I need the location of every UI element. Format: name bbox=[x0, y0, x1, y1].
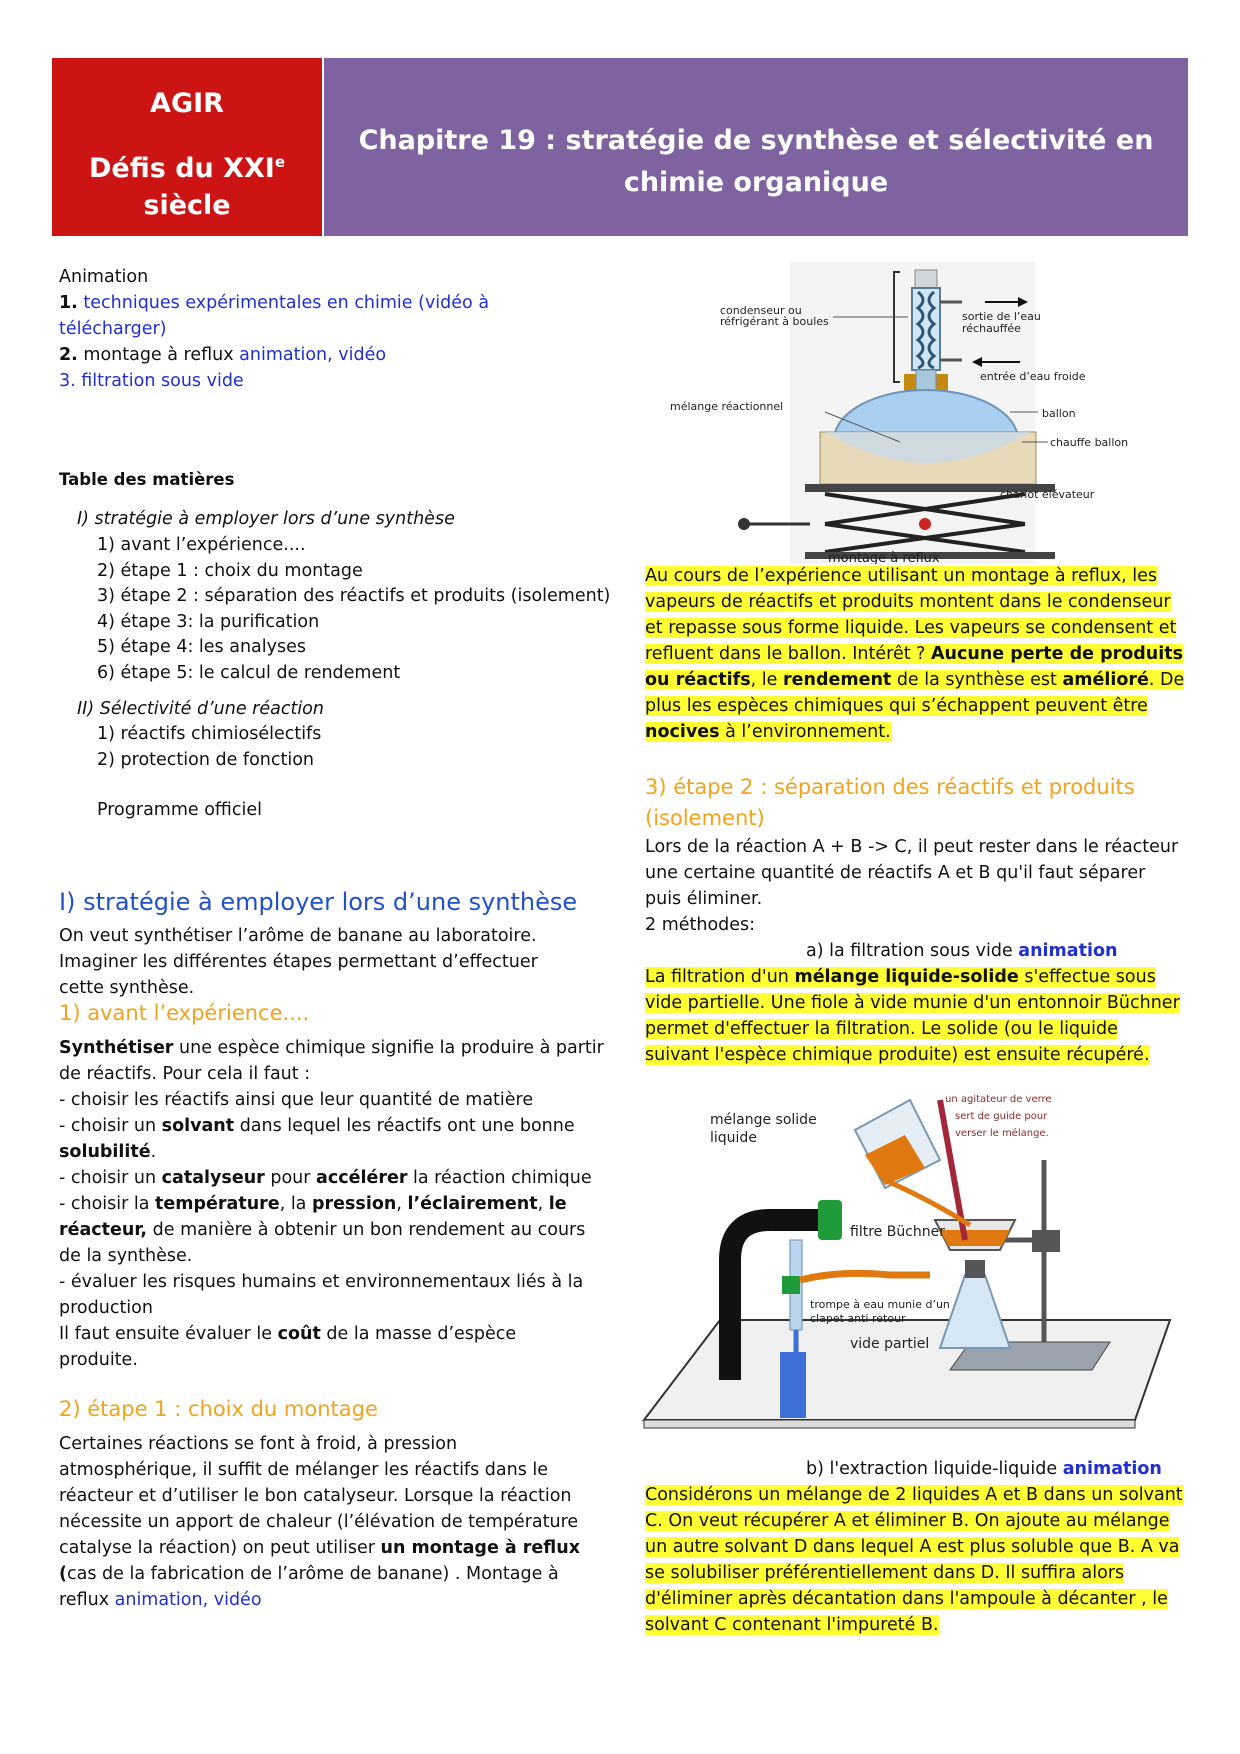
text: b) l'extraction liquide-liquide bbox=[806, 1459, 1063, 1479]
body-line bbox=[59, 1535, 629, 1561]
text: - choisir un bbox=[59, 1168, 162, 1188]
body-line bbox=[59, 1139, 629, 1165]
toc-official-program[interactable]: Programme officiel bbox=[97, 800, 262, 820]
animation-link-techniques-cont[interactable]: télécharger) bbox=[59, 319, 167, 339]
body-line bbox=[59, 1113, 629, 1139]
text: , bbox=[537, 1194, 549, 1214]
body-line bbox=[645, 563, 1185, 589]
stand-clamp bbox=[1032, 1230, 1060, 1252]
highlighted-text: vide partielle. Une fiole à vide munie d'un entonnoir Büchner bbox=[645, 993, 1180, 1013]
toc-part2[interactable]: II) Sélectivité d’une réaction bbox=[77, 699, 324, 719]
bold-term: réacteur, bbox=[59, 1220, 148, 1240]
subsection3-body bbox=[645, 834, 1190, 938]
body-line bbox=[645, 1016, 1190, 1042]
toc-item[interactable]: 6) étape 5: le calcul de rendement bbox=[97, 662, 401, 683]
highlighted-text: La filtration d'un bbox=[645, 967, 795, 987]
highlighted-text: , le bbox=[750, 670, 783, 690]
highlighted-text: . De bbox=[1148, 670, 1185, 690]
highlighted-bold: Aucune perte de produits bbox=[930, 644, 1184, 664]
label-filtre: filtre Büchner bbox=[850, 1224, 945, 1240]
text: . bbox=[150, 1142, 157, 1162]
text: la réaction chimique bbox=[407, 1168, 592, 1188]
method-b-title bbox=[806, 1456, 1162, 1482]
section1-title: I) stratégie à employer lors d’une synthèse bbox=[59, 888, 578, 916]
bold-term: un montage à reflux bbox=[380, 1538, 581, 1558]
bold-term: l’éclairement bbox=[407, 1194, 538, 1214]
subsection2-body bbox=[59, 1431, 629, 1613]
highlighted-bold: rendement bbox=[782, 670, 892, 690]
text: , bbox=[396, 1194, 408, 1214]
text: de manière à obtenir un bon rendement au cours bbox=[147, 1220, 586, 1240]
subsection3-title-line2: (isolement) bbox=[645, 806, 765, 830]
animation-item-1-num: 1. bbox=[59, 293, 78, 313]
highlighted-bold: amélioré bbox=[1062, 670, 1149, 690]
text: reflux bbox=[59, 1590, 115, 1610]
toc-item[interactable]: 4) étape 3: la purification bbox=[97, 611, 320, 632]
toc-item[interactable]: 3) étape 2 : séparation des réactifs et produits (isolement) bbox=[97, 586, 611, 606]
reflux-explanation bbox=[645, 563, 1185, 745]
highlighted-text: de la synthèse est bbox=[891, 670, 1063, 690]
method-b-body bbox=[645, 1482, 1190, 1638]
text: - choisir la bbox=[59, 1194, 156, 1214]
label-condenseur-2: réfrigérant à boules bbox=[720, 315, 829, 328]
body-line: réacteur et d’utiliser le bon catalyseur. Lorsque la réaction bbox=[59, 1486, 572, 1506]
body-line bbox=[645, 589, 1185, 615]
bold-term: Synthétiser bbox=[59, 1038, 174, 1058]
highlighted-text: un autre solvant D dans lequel A est plus soluble que B. A va bbox=[645, 1537, 1180, 1557]
body-line bbox=[645, 1508, 1190, 1534]
condenser-body bbox=[912, 288, 940, 370]
method-a-body bbox=[645, 964, 1190, 1068]
highlighted-text: vapeurs de réactifs et produits montent dans le condenseur bbox=[645, 592, 1171, 612]
body-line bbox=[645, 641, 1185, 667]
body-line bbox=[645, 615, 1185, 641]
header-left-box bbox=[52, 58, 322, 236]
body-line: Certaines réactions se font à froid, à pression bbox=[59, 1434, 458, 1454]
header-defis bbox=[52, 153, 322, 184]
text: , la bbox=[279, 1194, 312, 1214]
toc-title: Table des matières bbox=[59, 470, 235, 489]
body-line: - choisir les réactifs ainsi que leur quantité de matière bbox=[59, 1090, 534, 1110]
body-line bbox=[59, 1035, 629, 1061]
toc-part1[interactable]: I) stratégie à employer lors d’une synthèse bbox=[77, 509, 455, 529]
filtration-animation-link[interactable]: animation bbox=[1018, 941, 1118, 961]
section1-intro-line: On veut synthétiser l’arôme de banane au laboratoire. bbox=[59, 926, 537, 946]
label-chariot: chariot élévateur bbox=[1000, 488, 1095, 501]
reflux-caption: montage à reflux bbox=[828, 551, 940, 564]
text: a) la filtration sous vide bbox=[806, 941, 1019, 961]
page-title-line2: chimie organique bbox=[623, 167, 889, 198]
highlighted-text: se solubiliser préférentiellement dans D. Il suffira alors bbox=[645, 1563, 1125, 1583]
flask-stopper bbox=[965, 1260, 985, 1278]
label-ballon: ballon bbox=[1042, 407, 1076, 420]
toc-item[interactable]: 5) étape 4: les analyses bbox=[97, 637, 306, 657]
body-line bbox=[645, 1042, 1190, 1068]
highlighted-bold: nocives bbox=[645, 722, 720, 742]
jack-handle-end bbox=[738, 518, 750, 530]
highlighted-text: solvant C contenant l'impureté B. bbox=[645, 1615, 939, 1635]
body-line bbox=[645, 964, 1190, 990]
label-chauffe: chauffe ballon bbox=[1050, 436, 1129, 449]
bench-edge bbox=[644, 1420, 1135, 1428]
label-agitateur-1: un agitateur de verre bbox=[945, 1094, 1052, 1105]
text: - choisir un bbox=[59, 1116, 162, 1136]
body-line bbox=[645, 1482, 1190, 1508]
subsection2-title: 2) étape 1 : choix du montage bbox=[59, 1397, 378, 1421]
section1-intro bbox=[59, 923, 619, 1001]
body-line bbox=[59, 1217, 629, 1243]
subsection3-title bbox=[645, 772, 1185, 834]
body-line bbox=[59, 1191, 629, 1217]
label-melange: mélange réactionnel bbox=[670, 400, 784, 413]
animation-heading: Animation bbox=[59, 267, 149, 287]
vacuum-tubing bbox=[800, 1273, 930, 1280]
body-line: 2 méthodes: bbox=[645, 915, 756, 935]
label-condenseur-1: condenseur ou bbox=[720, 304, 802, 317]
bold-term: solubilité bbox=[59, 1142, 151, 1162]
highlighted-bold: ou réactifs bbox=[645, 670, 751, 690]
body-line: produite. bbox=[59, 1350, 138, 1370]
animation-link-techniques[interactable]: techniques expérimentales en chimie (vidéo à bbox=[83, 293, 490, 313]
label-trompe-1: trompe à eau munie d’un bbox=[810, 1298, 950, 1311]
page-title bbox=[354, 120, 1158, 204]
label-vide: vide partiel bbox=[850, 1336, 930, 1352]
toc-item[interactable]: 2) protection de fonction bbox=[97, 749, 315, 770]
highlighted-text: à l’environnement. bbox=[719, 722, 891, 742]
highlighted-text: plus les espèces chimiques qui s’échappent peuvent être bbox=[645, 696, 1148, 716]
label-melange-2: liquide bbox=[710, 1130, 757, 1146]
body-line: de réactifs. Pour cela il faut : bbox=[59, 1064, 311, 1084]
highlighted-text: d'éliminer après décantation dans l'ampoule à décanter , le bbox=[645, 1589, 1168, 1609]
animation-list bbox=[59, 264, 619, 394]
toc-part2-list bbox=[97, 722, 321, 773]
body-line bbox=[645, 1534, 1190, 1560]
label-sortie-2: réchauffée bbox=[962, 322, 1021, 335]
highlighted-text: C. On veut récupérer A et éliminer B. On ajoute au mélange bbox=[645, 1511, 1170, 1531]
highlighted-text: Au cours de l’expérience utilisant un montage à reflux, les bbox=[645, 566, 1158, 586]
label-entree: entrée d’eau froide bbox=[980, 370, 1086, 383]
body-line: de la synthèse. bbox=[59, 1246, 193, 1266]
text: dans lequel les réactifs ont une bonne bbox=[234, 1116, 575, 1136]
condenser-top bbox=[915, 270, 937, 288]
label-sortie-1: sortie de l’eau bbox=[962, 310, 1041, 323]
body-line bbox=[645, 1586, 1190, 1612]
body-line: production bbox=[59, 1298, 153, 1318]
body-line: puis éliminer. bbox=[645, 889, 763, 909]
bold-term: accélérer bbox=[316, 1168, 408, 1188]
body-line: nécessite un apport de chaleur (l’élévation de température bbox=[59, 1512, 579, 1532]
animation-link-filtration[interactable]: 3. filtration sous vide bbox=[59, 371, 244, 391]
header-agir: AGIR bbox=[150, 88, 224, 119]
highlighted-text: permet d'effectuer la filtration. Le solide (ou le liquide bbox=[645, 1019, 1118, 1039]
body-line bbox=[59, 1165, 629, 1191]
reflux-apparatus-figure bbox=[650, 262, 1190, 564]
toc-item[interactable]: 2) étape 1 : choix du montage bbox=[97, 560, 363, 581]
subsection3-title-line1: 3) étape 2 : séparation des réactifs et produits bbox=[645, 775, 1135, 799]
animation-item-2 bbox=[59, 342, 619, 368]
extraction-animation-link[interactable]: animation bbox=[1062, 1459, 1162, 1479]
bold-term: pression bbox=[311, 1194, 397, 1214]
body-line bbox=[59, 1587, 629, 1613]
text: une espèce chimique signifie la produire à partir bbox=[173, 1038, 604, 1058]
header-title-box bbox=[324, 58, 1188, 236]
toc-part1-list bbox=[97, 533, 610, 686]
text: pour bbox=[264, 1168, 317, 1188]
bold-term: température bbox=[155, 1194, 280, 1214]
toc-item[interactable]: 1) réactifs chimiosélectifs bbox=[97, 724, 322, 744]
highlighted-bold: mélange liquide-solide bbox=[794, 967, 1019, 987]
header-defis-text: Défis du XXI bbox=[88, 153, 275, 184]
body-line bbox=[59, 1321, 629, 1347]
text: catalyse la réaction) on peut utiliser bbox=[59, 1538, 381, 1558]
body-line bbox=[645, 990, 1190, 1016]
bold-term: le bbox=[548, 1194, 567, 1214]
label-trompe-2: clapet anti retour bbox=[810, 1312, 906, 1325]
bold-term: coût bbox=[277, 1324, 321, 1344]
label-agitateur-2: sert de guide pour bbox=[955, 1111, 1048, 1122]
subsection1-title: 1) avant l’expérience.... bbox=[59, 1001, 310, 1025]
body-line: Lors de la réaction A + B -> C, il peut rester dans le réacteur bbox=[645, 837, 1179, 857]
sink bbox=[780, 1352, 806, 1418]
header-defis-sup: e bbox=[274, 153, 286, 171]
section1-intro-line: Imaginer les différentes étapes permettant d’effectuer bbox=[59, 952, 538, 972]
animation-item-1 bbox=[59, 290, 619, 316]
toc-item[interactable]: 1) avant l’expérience.... bbox=[97, 535, 306, 555]
label-melange-1: mélange solide bbox=[710, 1112, 817, 1128]
vacuum-flask bbox=[940, 1275, 1010, 1348]
page-title-line1: Chapitre 19 : stratégie de synthèse et sélectivité en bbox=[358, 125, 1154, 156]
body-line bbox=[645, 1612, 1190, 1638]
label-agitateur-3: verser le mélange. bbox=[955, 1128, 1049, 1139]
subsection1-body bbox=[59, 1035, 629, 1373]
body-line: - évaluer les risques humains et environnementaux liés à la bbox=[59, 1272, 584, 1292]
highlighted-text: et repasse sous forme liquide. Les vapeurs se condensent et bbox=[645, 618, 1177, 638]
animation-item-2-text: montage à reflux bbox=[77, 345, 240, 365]
animation-item-2-num: 2. bbox=[59, 345, 78, 365]
body-line bbox=[645, 719, 1185, 745]
bold-term: ( bbox=[59, 1564, 67, 1584]
header-siecle: siècle bbox=[143, 190, 231, 221]
tap-head bbox=[818, 1200, 842, 1240]
section1-intro-line: cette synthèse. bbox=[59, 978, 195, 998]
reflux-animation-link[interactable]: animation, vidéo bbox=[114, 1590, 262, 1610]
highlighted-text: s'effectue sous bbox=[1018, 967, 1156, 987]
body-line bbox=[645, 1560, 1190, 1586]
method-a-title bbox=[806, 938, 1117, 964]
body-line bbox=[645, 667, 1185, 693]
text: cas de la fabrication de l’arôme de banane) . Montage à bbox=[67, 1564, 559, 1584]
highlighted-text: suivant l'espèce chimique produite) est ensuite récupéré. bbox=[645, 1045, 1150, 1065]
pump-valve bbox=[782, 1276, 800, 1294]
body-line: une certaine quantité de réactifs A et B qu'il faut séparer bbox=[645, 863, 1146, 883]
jack-knob bbox=[919, 518, 931, 530]
highlighted-text: Considérons un mélange de 2 liquides A et B dans un solvant bbox=[645, 1485, 1183, 1505]
body-line: atmosphérique, il suffit de mélanger les réactifs dans le bbox=[59, 1460, 549, 1480]
vacuum-filtration-figure bbox=[640, 1080, 1180, 1430]
text: Il faut ensuite évaluer le bbox=[59, 1324, 278, 1344]
highlighted-text: refluent dans le ballon. Intérêt ? bbox=[645, 644, 931, 664]
animation-link-reflux[interactable]: animation, vidéo bbox=[239, 345, 387, 365]
funnel-content bbox=[940, 1230, 1010, 1246]
text: de la masse d’espèce bbox=[320, 1324, 517, 1344]
bold-term: catalyseur bbox=[161, 1168, 265, 1188]
bold-term: solvant bbox=[161, 1116, 235, 1136]
body-line bbox=[59, 1561, 629, 1587]
body-line bbox=[645, 693, 1185, 719]
